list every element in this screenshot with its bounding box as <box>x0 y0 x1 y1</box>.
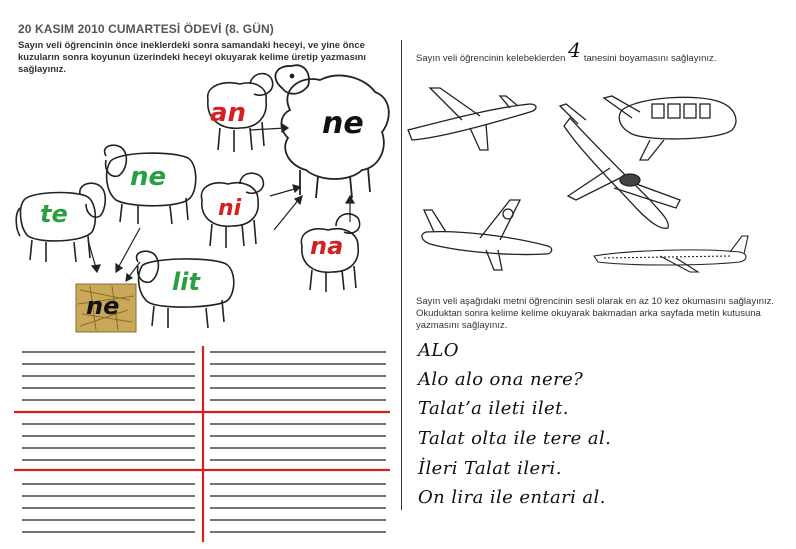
airplane-4 <box>422 200 552 270</box>
reading-instruction: Sayın veli aşağıdaki metni öğrencinin sesli olarak en az 10 kez okumasını sağlayınız. Okuduktan sonra kelime kelime okuyarak bakmadan arka sayfada metin kutusuna yazmasını sağlayınız. <box>416 296 775 331</box>
syllable-hay: ne <box>86 292 120 320</box>
syllable-sheep: ne <box>322 106 364 141</box>
syllable-lamb-right: na <box>310 232 344 260</box>
syllable-lamb-top: an <box>210 98 247 128</box>
reading-line-6: On lira ile entari al. <box>418 487 606 508</box>
syllable-lamb-middle: ni <box>218 196 242 221</box>
right-instruction-number: 4 <box>568 38 582 62</box>
reading-line-3: Talat’a ileti ilet. <box>418 398 569 419</box>
syllable-cow-bottom: lit <box>172 268 200 296</box>
airplane-1 <box>408 88 536 150</box>
page-title: 20 KASIM 2010 CUMARTESİ ÖDEVİ (8. GÜN) <box>18 22 274 36</box>
airplane-5 <box>594 236 748 272</box>
syllable-cow-left: te <box>40 200 68 228</box>
right-instruction-post: tanesini boyamasını sağlayınız. <box>583 53 717 64</box>
right-instruction <box>416 38 788 65</box>
reading-line-4: Talat olta ile tere al. <box>418 428 612 449</box>
right-instruction-pre: Sayın veli öğrencinin kelebeklerden <box>416 53 566 64</box>
reading-line-1: ALO <box>418 340 459 361</box>
reading-line-5: İleri Talat ileri. <box>418 458 562 479</box>
left-instruction: Sayın veli öğrencinin önce ineklerdeki sonra samandaki heceyi, ve yine önce kuzuların sonra koyunun üzerindeki heceyi okuyarak kelime üretip yazmasını sağlayınız. <box>18 40 366 75</box>
syllable-cow-middle: ne <box>130 162 167 192</box>
reading-line-2: Alo alo ona nere? <box>418 369 584 390</box>
airplane-2 <box>604 96 736 160</box>
